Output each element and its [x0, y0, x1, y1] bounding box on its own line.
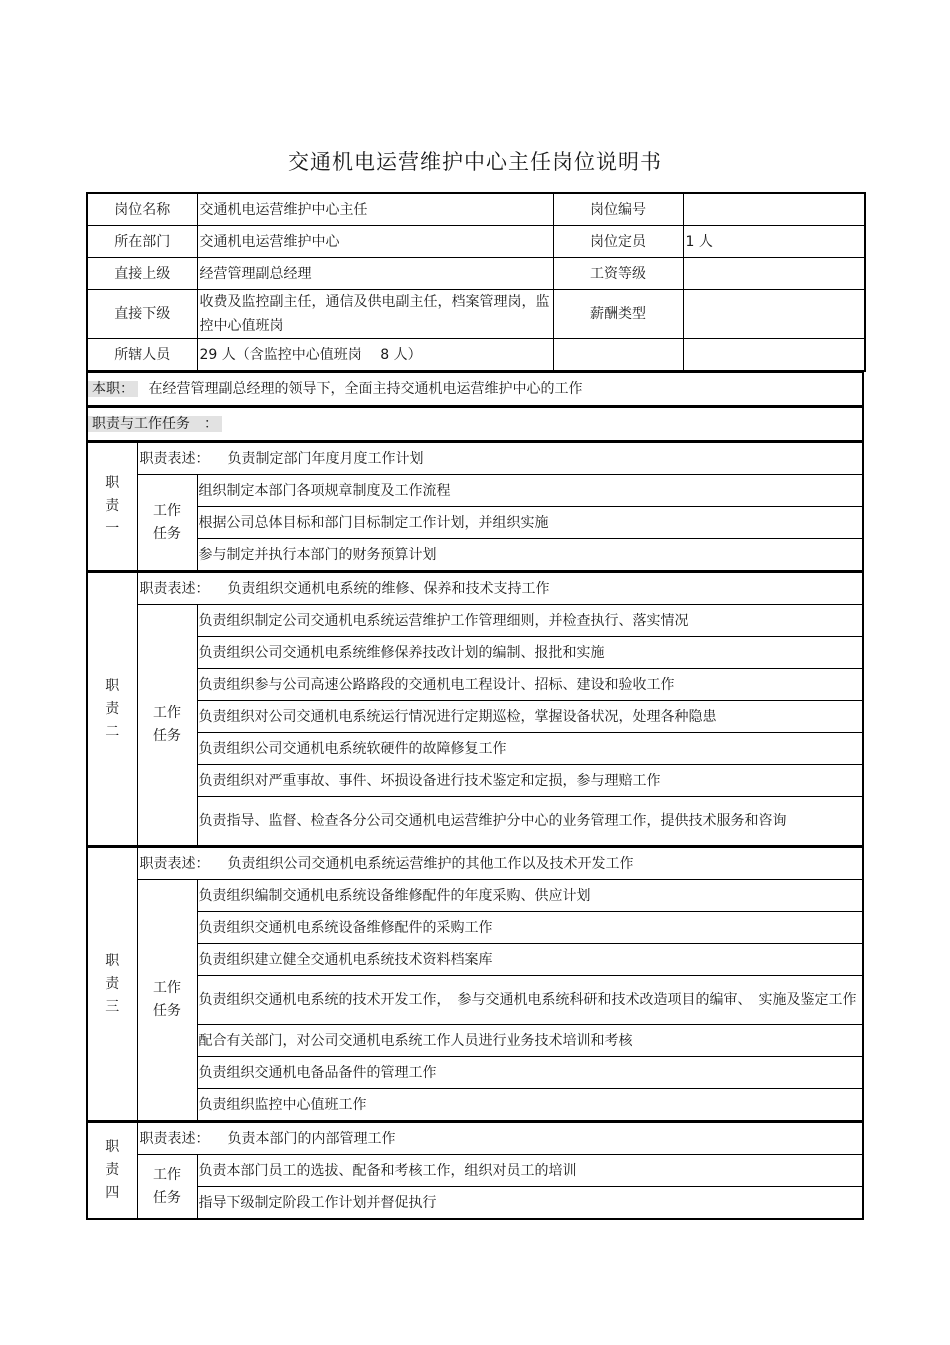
duty-1-task-label: 工作 任务: [137, 475, 197, 572]
salary-grade-value: [683, 258, 865, 290]
subordinate-label: 直接下级: [87, 290, 197, 339]
info-row-position: [87, 193, 865, 226]
basic-info-table: [86, 192, 866, 372]
duty-block-1: [86, 442, 864, 572]
info-row-department: [87, 226, 865, 258]
position-name-label: 岗位名称: [87, 193, 197, 226]
document-title: 交通机电运营维护中心主任岗位说明书: [288, 150, 662, 174]
staff-empty-2: [683, 339, 865, 372]
superior-label: 直接上级: [87, 258, 197, 290]
department-value: 交通机电运营维护中心: [197, 226, 553, 258]
duty-3-statement: 职责表述： 负责组织公司交通机电系统运营维护的其他工作以及技术开发工作: [137, 848, 863, 880]
subordinate-value: 收费及监控副主任，通信及供电副主任，档案管理岗，监控中心值班岗: [197, 290, 553, 339]
info-row-staff: [87, 339, 865, 372]
duty-2-task: 负责指导、监督、检查各分公司交通机电运营维护分中心的业务管理工作，提供技术服务和咨询: [197, 797, 863, 847]
duties-header-band: [86, 407, 864, 442]
summary-label: 本职：: [88, 381, 138, 397]
duty-2-task: 负责组织参与公司高速公路路段的交通机电工程设计、招标、建设和验收工作: [197, 669, 863, 701]
duty-3-name: 职 责 三: [87, 848, 137, 1122]
duty-3-task: 负责组织编制交通机电系统设备维修配件的年度采购、供应计划: [197, 880, 863, 912]
duty-1-statement: 职责表述： 负责制定部门年度月度工作计划: [137, 443, 863, 475]
duty-3-task: 负责组织监控中心值班工作: [197, 1089, 863, 1122]
pay-type-label: 薪酬类型: [553, 290, 683, 339]
duty-1-task: 根据公司总体目标和部门目标制定工作计划，并组织实施: [197, 507, 863, 539]
duty-3-task: 负责组织交通机电系统的技术开发工作， 参与交通机电系统科研和技术改造项目的编审、 实施及鉴定工作: [197, 976, 863, 1025]
duty-1-name: 职 责 一: [87, 443, 137, 572]
duty-3-task: 负责组织建立健全交通机电系统技术资料档案库: [197, 944, 863, 976]
duty-block-3: [86, 847, 864, 1122]
position-code-value: [683, 193, 865, 226]
duty-3-task-label: 工作 任务: [137, 880, 197, 1122]
pay-type-value: [683, 290, 865, 339]
duty-3-task: 负责组织交通机电备品备件的管理工作: [197, 1057, 863, 1089]
position-code-label: 岗位编号: [553, 193, 683, 226]
duty-2-statement: 职责表述： 负责组织交通机电系统的维修、保养和技术支持工作: [137, 573, 863, 605]
superior-value: 经营管理副总经理: [197, 258, 553, 290]
duty-4-name: 职 责 四: [87, 1123, 137, 1220]
duties-header: 职责与工作任务 ：: [88, 416, 222, 432]
duty-2-name: 职 责 二: [87, 573, 137, 847]
info-row-subordinate: [87, 290, 865, 339]
duty-block-4: [86, 1122, 864, 1220]
duty-2-task: 负责组织制定公司交通机电系统运营维护工作管理细则，并检查执行、落实情况: [197, 605, 863, 637]
duty-1-task: 参与制定并执行本部门的财务预算计划: [197, 539, 863, 572]
staff-label: 所辖人员: [87, 339, 197, 372]
staff-empty-1: [553, 339, 683, 372]
department-label: 所在部门: [87, 226, 197, 258]
summary-band: [86, 372, 864, 407]
duty-block-2: [86, 572, 864, 847]
duty-2-task: 负责组织公司交通机电系统维修保养技改计划的编制、报批和实施: [197, 637, 863, 669]
duty-2-task: 负责组织对公司交通机电系统运行情况进行定期巡检，掌握设备状况，处理各种隐患: [197, 701, 863, 733]
position-name-value: 交通机电运营维护中心主任: [197, 193, 553, 226]
duty-3-task: 配合有关部门，对公司交通机电系统工作人员进行业务技术培训和考核: [197, 1025, 863, 1057]
headcount-label: 岗位定员: [553, 226, 683, 258]
info-row-superior: [87, 258, 865, 290]
duty-4-statement: 职责表述： 负责本部门的内部管理工作: [137, 1123, 863, 1155]
duty-2-task: 负责组织对严重事故、事件、坏损设备进行技术鉴定和定损，参与理赔工作: [197, 765, 863, 797]
headcount-value: 1 人: [683, 226, 865, 258]
salary-grade-label: 工资等级: [553, 258, 683, 290]
duty-4-task-label: 工作 任务: [137, 1155, 197, 1220]
duty-2-task: 负责组织公司交通机电系统软硬件的故障修复工作: [197, 733, 863, 765]
summary-text: 在经营管理副总经理的领导下，全面主持交通机电运营维护中心的工作: [148, 381, 583, 397]
duty-4-task: 负责本部门员工的选拔、配备和考核工作，组织对员工的培训: [197, 1155, 863, 1187]
duty-3-task: 负责组织交通机电系统设备维修配件的采购工作: [197, 912, 863, 944]
duty-2-task-label: 工作 任务: [137, 605, 197, 847]
duty-4-task: 指导下级制定阶段工作计划并督促执行: [197, 1187, 863, 1220]
job-description-sheet: [86, 192, 864, 1220]
duty-1-task: 组织制定本部门各项规章制度及工作流程: [197, 475, 863, 507]
staff-value: 29 人（含监控中心值班岗 8 人）: [197, 339, 553, 372]
